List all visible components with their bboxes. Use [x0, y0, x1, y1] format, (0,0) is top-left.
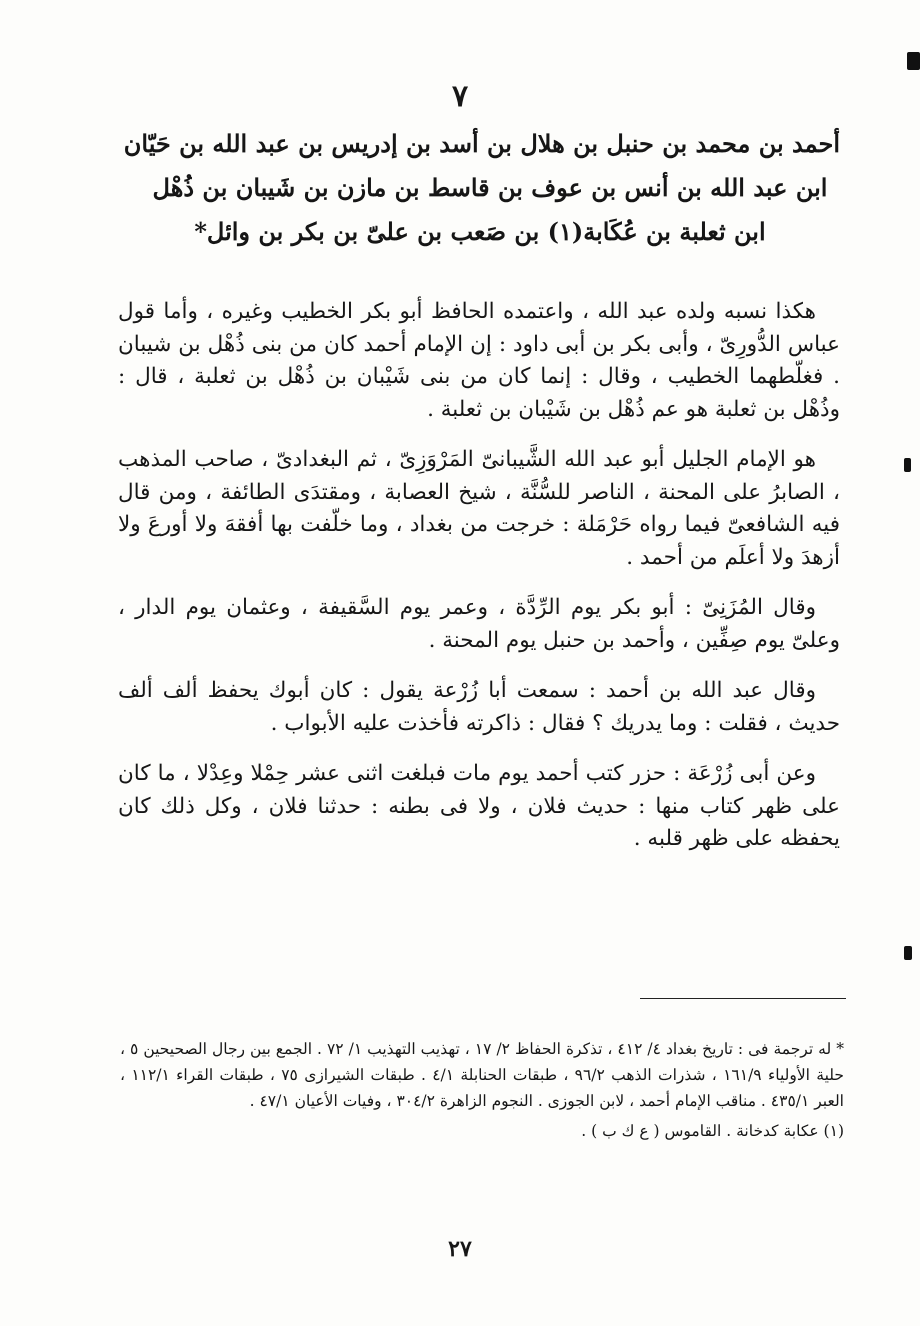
lineage-line: ابن عبد الله بن أنس بن عوف بن قاسط بن مازن بن شَيبان بن ذُهْل — [152, 173, 828, 202]
footnotes — [120, 1036, 844, 1148]
footnote-divider — [640, 998, 846, 999]
entry-number: ٧ — [451, 79, 469, 114]
footnote: (١) عكابة كدخانة . القاموس ( ع ك ب ) . — [581, 1122, 844, 1140]
scan-edge-mark — [904, 946, 912, 960]
main-text — [118, 296, 840, 874]
paragraph: وقال المُزَنِىّ : أبو بكر يوم الرِّدَّة ، وعمر يوم السَّقيفة ، وعثمان يوم الدار ، وعلىّ يوم صِفِّين ، وأحمد بن حنبل يوم المحنة . — [118, 595, 840, 653]
paragraph: وعن أبى زُرْعَة : حزر كتب أحمد يوم مات فبلغت اثنى عشر حِمْلا وعِدْلا ، ما كان على ظهر كتاب منها : حديث فلان ، ولا فى بطنه : حدثنا فلان ، وكل ذلك كان يحفظه على ظهر قلبه . — [118, 761, 840, 851]
paragraph: هكذا نسبه ولده عبد الله ، واعتمده الحافظ أبو بكر الخطيب وغيره ، وأما قول عباس الدُّورِىّ ، وأبى بكر بن أبى داود : إن الإمام أحمد كان من بنى ذُهْل بن شيبان . فغلّطهما الخطيب ، وقال : إنما كان من بنى شَيْبان بن ذُهْل بن ثعلبة ، قال : وذُهْل بن ثعلبة هو عم ذُهْل بن شَيْبان بن ثعلبة . — [118, 299, 840, 422]
paragraph: هو الإمام الجليل أبو عبد الله الشَّيبانىّ المَرْوَزِىّ ، ثم البغدادىّ ، صاحب المذهب ، الصابرُ على المحنة ، الناصر للسُّنَّة ، شيخ العصابة ، ومقتدَى الطائفة ، ومن قال فيه الشافعىّ فيما رواه حَرْمَلة : خرجت من بغداد ، وما خلّفت بها أفقهَ ولا أورعَ ولا أزهدَ ولا أعلَم من أحمد . — [118, 447, 840, 570]
paragraph: وقال عبد الله بن أحمد : سمعت أبا زُرْعة يقول : كان أبوك يحفظ ألف ألف حديث ، فقلت : وما يدريك ؟ فقال : ذاكرته فأخذت عليه الأبواب . — [118, 678, 840, 736]
page-number: ٢٧ — [448, 1236, 472, 1262]
lineage-line: ابن ثعلبة بن عُكَابة(١) بن صَعب بن علىّ بن بكر بن وائل* — [194, 217, 766, 246]
scan-edge-mark — [904, 458, 911, 472]
lineage-block — [120, 122, 840, 254]
lineage-line: أحمد بن محمد بن حنبل بن هلال بن أسد بن إدريس بن عبد الله بن حَيّان — [123, 129, 840, 158]
footnote: * له ترجمة فى : تاريخ بغداد ٤/ ٤١٢ ، تذكرة الحفاظ ٢/ ١٧ ، تهذيب التهذيب ١/ ٧٢ . الجمع بين رجال الصحيحين ٥ ، حلية الأولياء ١٦١/٩ ، شذرات الذهب ٩٦/٢ ، طبقات الحنابلة ٤/١ . طبقات الشيرازى ٧٥ ، طبقات القراء ١١٢/١ ، العبر ٤٣٥/١ . مناقب الإمام أحمد ، لابن الجوزى . النجوم الزاهرة ٣٠٤/٢ ، وفيات الأعيان ٤٧/١ . — [120, 1040, 844, 1110]
scan-edge-mark — [907, 52, 920, 70]
